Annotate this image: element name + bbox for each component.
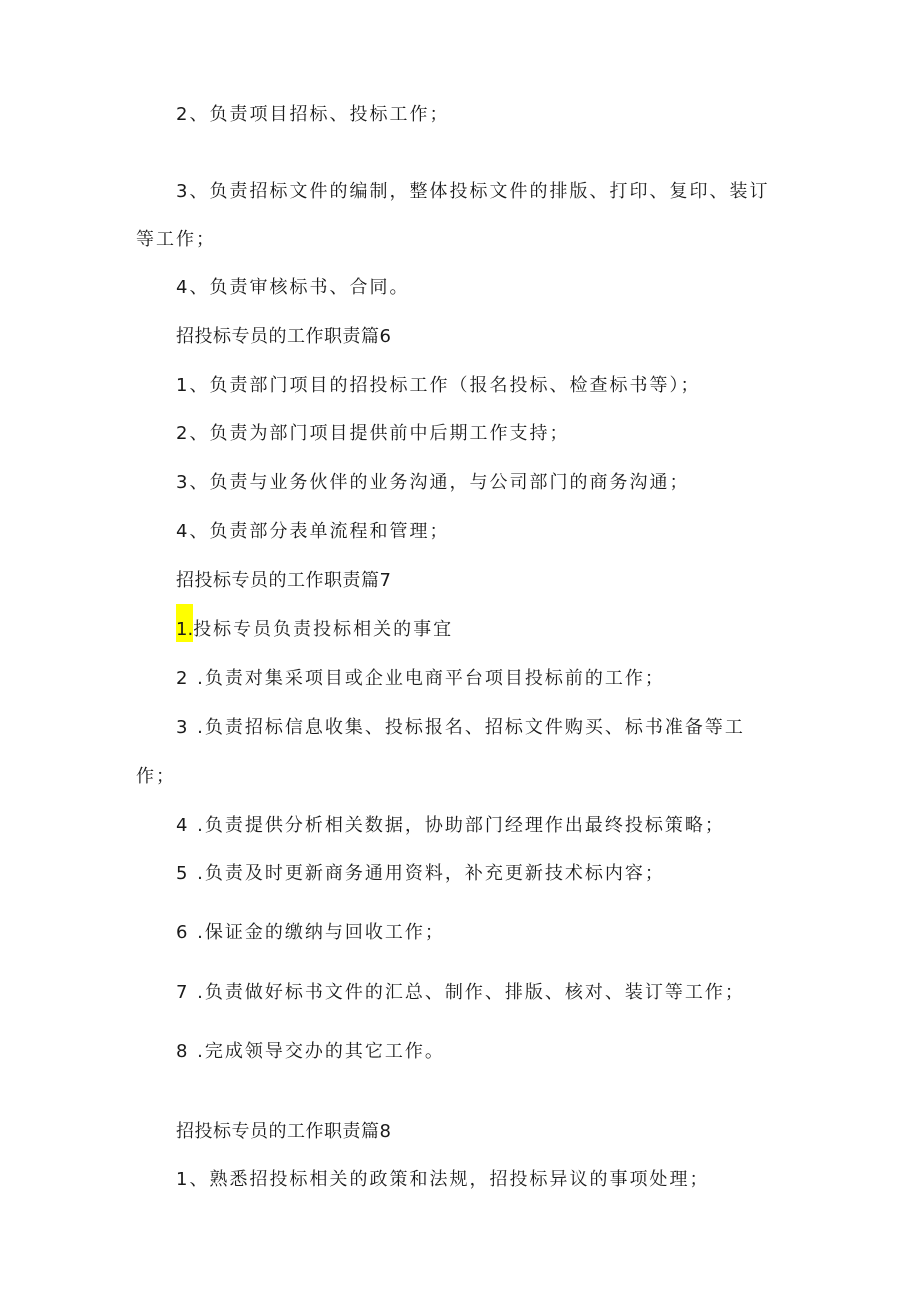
section-heading: 招投标专员的工作职责篇8 (176, 1121, 392, 1142)
paragraph-continuation: 等工作； (136, 229, 216, 250)
paragraph: 5 .负责及时更新商务通用资料，补充更新技术标内容； (176, 863, 665, 884)
paragraph: 2、负责项目招标、投标工作； (176, 104, 450, 125)
paragraph: 3、负责与业务伙伴的业务沟通，与公司部门的商务沟通； (176, 472, 690, 493)
paragraph: 8 .完成领导交办的其它工作。 (176, 1041, 445, 1062)
paragraph: 1、熟悉招投标相关的政策和法规，招投标异议的事项处理； (176, 1169, 710, 1190)
paragraph: 3、负责招标文件的编制，整体投标文件的排版、打印、复印、装订 (176, 181, 770, 202)
section-heading: 招投标专员的工作职责篇6 (176, 326, 392, 347)
paragraph: 1、负责部门项目的招投标工作（报名投标、检查标书等）； (176, 375, 701, 396)
section-heading: 招投标专员的工作职责篇7 (176, 570, 392, 591)
paragraph-continuation: 作； (136, 766, 176, 787)
paragraph (176, 618, 453, 642)
paragraph: 4、负责部分表单流程和管理； (176, 521, 450, 542)
paragraph: 7 .负责做好标书文件的汇总、制作、排版、核对、装订等工作； (176, 982, 745, 1003)
highlighted-number: 1. (176, 604, 193, 642)
paragraph: 6 .保证金的缴纳与回收工作； (176, 922, 445, 943)
paragraph: 4、负责审核标书、合同。 (176, 277, 410, 298)
paragraph-text: 投标专员负责投标相关的事宜 (193, 619, 454, 640)
paragraph: 4 .负责提供分析相关数据，协助部门经理作出最终投标策略； (176, 815, 725, 836)
paragraph: 2 .负责对集采项目或企业电商平台项目投标前的工作； (176, 668, 665, 689)
paragraph: 2、负责为部门项目提供前中后期工作支持； (176, 423, 570, 444)
paragraph: 3 .负责招标信息收集、投标报名、招标文件购买、标书准备等工 (176, 717, 745, 738)
